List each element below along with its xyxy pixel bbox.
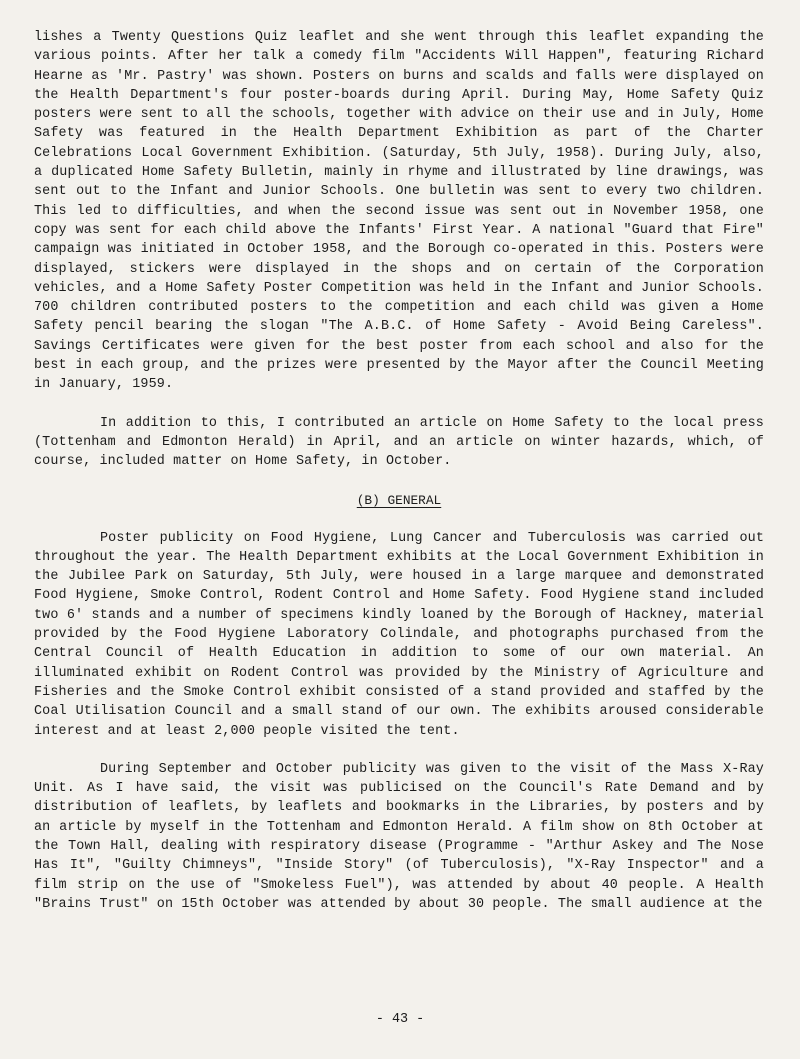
paragraph-spacer	[34, 472, 764, 491]
section-heading-text: (B) GENERAL	[356, 492, 442, 508]
paragraph-spacer	[34, 741, 764, 760]
paragraph-spacer	[34, 510, 764, 529]
page-number: - 43 -	[375, 1012, 425, 1027]
paragraph-general-publicity: Poster publicity on Food Hygiene, Lung Cancer and Tuberculosis was carried out throughout the year. The Health Department exhibits at the Local Government Exhibition in the Jubilee Park on Saturday, 5th July, were housed in a large marquee and demonstrated Food Hygiene, Smoke Control, Rodent Control and Home Safety. Food Hygiene stand included two 6' stands and a number of specimens kindly loaned by the Borough of Hackney, material provided by the Food Hygiene Laboratory Colindale, and photographs purchased from the Central Council of Health Education in addition to some of our own material. An illuminated exhibit on Rodent Control was provided by the Ministry of Agriculture and Fisheries and the Smoke Control exhibit consisted of a stand provided and staffed by the Coal Utilisation Council and a small stand of our own. The exhibits aroused considerable interest and at least 2,000 people visited the tent.	[34, 530, 764, 739]
paragraph-mass-xray: During September and October publicity was given to the visit of the Mass X-Ray Unit. As I have said, the visit was publicised on the Council's Rate Demand and by distribution of leaflets, by leaflets and bookmarks in the Libraries, by posters and by an article by myself in the Tottenham and Edmonton Herald. A film show on 8th October at the Town Hall, dealing with respiratory disease (Programme - "Arthur Askey and The Nose Has It", "Guilty Chimneys", "Inside Story" (of Tuberculosis), "X-Ray Inspector" and a film strip on the use of "Smokeless Fuel"), was attended by about 40 people. A Health "Brains Trust" on 15th October was attended by about 30 people. The small audience at the	[34, 761, 764, 912]
paragraph-press-articles: In addition to this, I contributed an article on Home Safety to the local press (Tottenham and Edmonton Herald) in April, and an article on winter hazards, which, of course, included matter on Home Safety, in October.	[34, 415, 764, 470]
section-heading	[34, 491, 764, 510]
paragraph-spacer	[34, 395, 764, 414]
paragraph-home-safety-continued: lishes a Twenty Questions Quiz leaflet and she went through this leaflet expanding the various points. After her talk a comedy film "Accidents Will Happen", featuring Richard Hearne as 'Mr. Pastry' was shown. Posters on burns and scalds and falls were displayed on the Health Department's four poster-boards during April. During May, Home Safety Quiz posters were sent to all the schools, together with advice on their use and in July, Home Safety was featured in the Health Department Exhibition as part of the Charter Celebrations Local Government Exhibition. (Saturday, 5th July, 1958). During July, also, a duplicated Home Safety Bulletin, mainly in rhyme and illustrated by line drawings, was sent out to the Infant and Junior Schools. One bulletin was sent to every two children. This led to difficulties, and when the second issue was sent out in November 1958, one copy was sent for each child above the Infants' First Year. A national "Guard that Fire" campaign was initiated in October 1958, and the Borough co-operated in this. Posters were displayed, stickers were displayed in the shops and on certain of the Corporation vehicles, and a Home Safety Poster Competition was held in the Infant and Junior Schools. 700 children contributed posters to the competition and each child was given a Home Safety pencil bearing the slogan "The A.B.C. of Home Safety - Avoid Being Careless". Savings Certificates were given for the best poster from each school and also for the best in each group, and the prizes were presented by the Mayor after the Council Meeting in January, 1959.	[34, 30, 764, 393]
